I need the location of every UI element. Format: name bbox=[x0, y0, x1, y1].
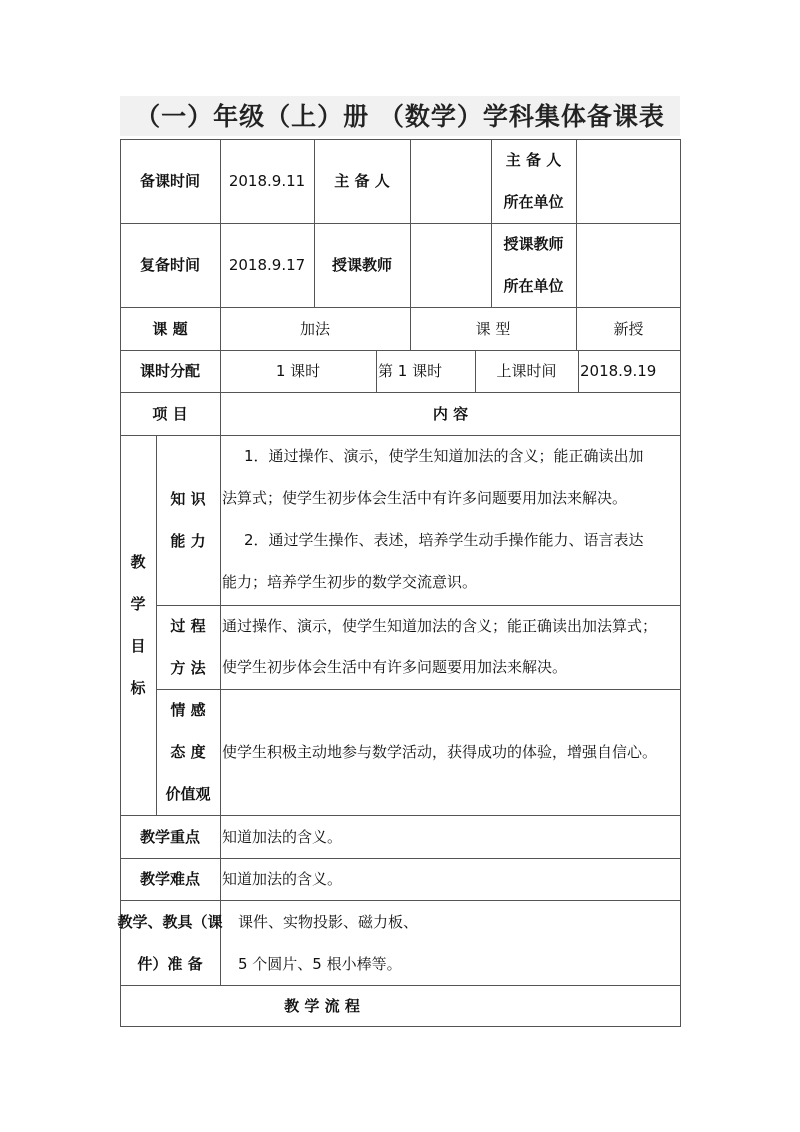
topic-label: 课 题 bbox=[152, 319, 188, 338]
teacher-unit-label-line: 所在单位 bbox=[503, 277, 564, 295]
teacher-unit-value bbox=[576, 223, 681, 307]
teacher-label: 授课教师 bbox=[331, 256, 392, 274]
column-divider bbox=[376, 350, 377, 392]
attitude-values-label-line: 价值观 bbox=[165, 785, 211, 803]
lesson-type-value: 新授 bbox=[613, 319, 644, 338]
objectives-group-char: 标 bbox=[130, 679, 146, 697]
main-preparer-unit-value bbox=[576, 139, 681, 223]
class-time-label: 上课时间 bbox=[496, 362, 557, 380]
difficulty-value: 知道加法的含义。 bbox=[222, 870, 343, 888]
teacher-unit-label bbox=[491, 223, 576, 307]
objectives-group-char: 教 bbox=[130, 553, 146, 571]
main-preparer-unit-label-line: 主 备 人 bbox=[505, 151, 562, 169]
prep-time-value: 2018.9.11 bbox=[228, 172, 306, 190]
preparation-line: 5 个圆片、5 根小棒等。 bbox=[238, 955, 402, 973]
main-preparer-value bbox=[410, 139, 491, 223]
topic-value: 加法 bbox=[299, 319, 330, 338]
review-time-value: 2018.9.17 bbox=[228, 256, 306, 274]
teaching-flow-heading: 教 学 流 程 bbox=[284, 997, 360, 1015]
difficulty-label: 教学难点 bbox=[139, 870, 200, 888]
process-method-line: 通过操作、演示，使学生知道加法的含义；能正确读出加法算式； bbox=[222, 617, 658, 635]
column-divider bbox=[578, 350, 579, 392]
lesson-type-label: 课 型 bbox=[475, 319, 511, 338]
preparation-line: 课件、实物投影、磁力板、 bbox=[238, 913, 419, 931]
objectives-group-char: 学 bbox=[130, 595, 146, 613]
attitude-values-text: 使学生积极主动地参与数学活动，获得成功的体验，增强自信心。 bbox=[222, 743, 658, 761]
knowledge-ability-line: 1．通过操作、演示，使学生知道加法的含义；能正确读出加 bbox=[244, 447, 644, 465]
teacher-unit-label-line: 授课教师 bbox=[503, 235, 564, 253]
knowledge-ability-line: 法算式；使学生初步体会生活中有许多问题要用加法来解决。 bbox=[222, 489, 628, 507]
knowledge-ability-label-line: 能 力 bbox=[170, 532, 206, 550]
content-label: 内 容 bbox=[432, 404, 469, 423]
main-preparer-label: 主 备 人 bbox=[334, 172, 390, 190]
key-point-value: 知道加法的含义。 bbox=[222, 827, 343, 846]
process-method-line: 使学生初步体会生活中有许多问题要用加法来解决。 bbox=[222, 658, 568, 676]
main-preparer-unit-label-line: 所在单位 bbox=[503, 193, 564, 211]
prep-time-label: 备课时间 bbox=[139, 172, 200, 190]
process-method-label bbox=[156, 605, 220, 689]
row-divider bbox=[156, 689, 681, 690]
period-value: 1 课时 bbox=[275, 362, 321, 380]
attitude-values-label bbox=[156, 689, 220, 815]
process-method-label-line: 过 程 bbox=[170, 617, 206, 635]
period-index: 第 1 课时 bbox=[378, 362, 443, 380]
preparation-label-line: 件）准 备 bbox=[137, 954, 203, 973]
item-label: 项 目 bbox=[152, 404, 188, 423]
key-point-label: 教学重点 bbox=[139, 827, 200, 846]
objectives-group-label bbox=[120, 435, 156, 815]
knowledge-ability-line: 能力；培养学生初步的数学交流意识。 bbox=[222, 573, 478, 591]
class-time-value: 2018.9.19 bbox=[580, 362, 657, 380]
preparation-label bbox=[118, 900, 222, 985]
review-time-label: 复备时间 bbox=[139, 256, 200, 274]
period-label: 课时分配 bbox=[139, 362, 200, 380]
knowledge-ability-label bbox=[156, 435, 220, 605]
page-title: （一）年级（上）册 （数学）学科集体备课表 bbox=[135, 102, 665, 131]
attitude-values-label-line: 态 度 bbox=[170, 743, 206, 761]
process-method-label-line: 方 法 bbox=[170, 659, 206, 677]
preparation-label-line: 教学、教具（课 bbox=[117, 912, 223, 931]
attitude-values-label-line: 情 感 bbox=[170, 701, 206, 719]
objectives-group-char: 目 bbox=[130, 637, 146, 655]
main-preparer-unit-label bbox=[491, 139, 576, 223]
teacher-value bbox=[410, 223, 491, 307]
knowledge-ability-label-line: 知 识 bbox=[170, 490, 206, 508]
knowledge-ability-line: 2．通过学生操作、表述，培养学生动手操作能力、语言表达 bbox=[244, 531, 644, 549]
